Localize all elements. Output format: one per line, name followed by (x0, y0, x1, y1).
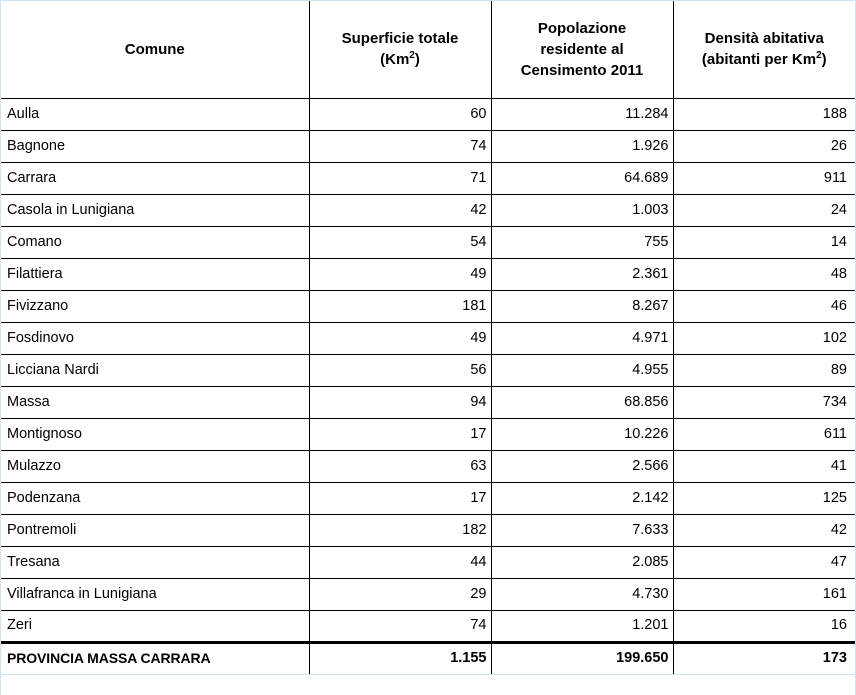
cell-superficie: 71 (309, 162, 491, 194)
table-header (1, 1, 855, 98)
cell-comune: Bagnone (1, 130, 309, 162)
cell-superficie: 49 (309, 322, 491, 354)
cell-popolazione: 10.226 (491, 418, 673, 450)
cell-densita: 42 (673, 514, 855, 546)
table-row (1, 194, 855, 226)
cell-densita: 24 (673, 194, 855, 226)
table-row (1, 418, 855, 450)
cell-densita: 41 (673, 450, 855, 482)
table-total-row (1, 642, 855, 674)
cell-comune: Mulazzo (1, 450, 309, 482)
cell-comune: Massa (1, 386, 309, 418)
table-row (1, 162, 855, 194)
cell-superficie: 56 (309, 354, 491, 386)
table-row (1, 322, 855, 354)
column-header-popolazione (491, 1, 673, 98)
column-header-superficie-exponent: 2 (409, 50, 415, 62)
cell-popolazione: 8.267 (491, 290, 673, 322)
cell-popolazione: 4.730 (491, 578, 673, 610)
cell-superficie: 42 (309, 194, 491, 226)
total-cell-popolazione: 199.650 (491, 642, 673, 674)
column-header-densita-unit-close: ) (821, 51, 827, 69)
cell-densita: 188 (673, 98, 855, 130)
column-header-popolazione-line1: Popolazione (537, 19, 627, 37)
cell-comune: Casola in Lunigiana (1, 194, 309, 226)
cell-densita: 26 (673, 130, 855, 162)
cell-popolazione: 2.566 (491, 450, 673, 482)
cell-superficie: 44 (309, 546, 491, 578)
cell-comune: Pontremoli (1, 514, 309, 546)
cell-popolazione: 2.361 (491, 258, 673, 290)
cell-comune: Fivizzano (1, 290, 309, 322)
cell-popolazione: 11.284 (491, 98, 673, 130)
cell-comune: Montignoso (1, 418, 309, 450)
cell-comune: Filattiera (1, 258, 309, 290)
column-header-densita-exponent: 2 (816, 50, 822, 62)
cell-superficie: 49 (309, 258, 491, 290)
cell-densita: 161 (673, 578, 855, 610)
cell-popolazione: 2.085 (491, 546, 673, 578)
column-header-popolazione-line2: residente al (540, 40, 624, 58)
table-row (1, 226, 855, 258)
cell-densita: 89 (673, 354, 855, 386)
total-cell-superficie: 1.155 (309, 642, 491, 674)
table-body (1, 98, 855, 674)
cell-popolazione: 64.689 (491, 162, 673, 194)
cell-densita: 14 (673, 226, 855, 258)
cell-superficie: 17 (309, 418, 491, 450)
cell-superficie: 63 (309, 450, 491, 482)
cell-superficie: 54 (309, 226, 491, 258)
table-row (1, 354, 855, 386)
table-row (1, 386, 855, 418)
column-header-superficie-line1: Superficie totale (341, 30, 459, 48)
cell-popolazione: 4.955 (491, 354, 673, 386)
table-row (1, 130, 855, 162)
cell-superficie: 74 (309, 610, 491, 642)
cell-comune: Zeri (1, 610, 309, 642)
cell-popolazione: 68.856 (491, 386, 673, 418)
total-cell-densita: 173 (673, 642, 855, 674)
cell-superficie: 181 (309, 290, 491, 322)
cell-popolazione: 7.633 (491, 514, 673, 546)
cell-superficie: 29 (309, 578, 491, 610)
cell-comune: Villafranca in Lunigiana (1, 578, 309, 610)
cell-popolazione: 755 (491, 226, 673, 258)
cell-densita: 46 (673, 290, 855, 322)
column-header-densita-unit-open: (abitanti per Km (701, 51, 817, 69)
column-header-densita-line1: Densità abitativa (704, 30, 824, 48)
cell-densita: 125 (673, 482, 855, 514)
cell-superficie: 60 (309, 98, 491, 130)
cell-densita: 48 (673, 258, 855, 290)
cell-superficie: 74 (309, 130, 491, 162)
cell-comune: Carrara (1, 162, 309, 194)
cell-densita: 47 (673, 546, 855, 578)
table-row (1, 546, 855, 578)
column-header-superficie-unit-close: ) (414, 51, 420, 69)
table-row (1, 98, 855, 130)
table-row (1, 578, 855, 610)
cell-comune: Aulla (1, 98, 309, 130)
cell-popolazione: 1.926 (491, 130, 673, 162)
table-row (1, 514, 855, 546)
table-row (1, 258, 855, 290)
column-header-comune-label: Comune (124, 40, 185, 58)
column-header-superficie-unit-open: (Km (380, 51, 410, 69)
cell-densita: 911 (673, 162, 855, 194)
table-row (1, 290, 855, 322)
cell-popolazione: 4.971 (491, 322, 673, 354)
column-header-superficie (309, 1, 491, 98)
cell-densita: 734 (673, 386, 855, 418)
cell-superficie: 94 (309, 386, 491, 418)
cell-superficie: 17 (309, 482, 491, 514)
column-header-densita (673, 1, 855, 98)
cell-densita: 102 (673, 322, 855, 354)
total-cell-label: PROVINCIA MASSA CARRARA (1, 642, 309, 674)
cell-densita: 611 (673, 418, 855, 450)
cell-comune: Podenzana (1, 482, 309, 514)
cell-comune: Comano (1, 226, 309, 258)
cell-comune: Tresana (1, 546, 309, 578)
cell-popolazione: 1.201 (491, 610, 673, 642)
cell-superficie: 182 (309, 514, 491, 546)
cell-comune: Fosdinovo (1, 322, 309, 354)
table-row (1, 450, 855, 482)
table-row (1, 610, 855, 642)
cell-popolazione: 1.003 (491, 194, 673, 226)
cell-popolazione: 2.142 (491, 482, 673, 514)
cell-comune: Licciana Nardi (1, 354, 309, 386)
column-header-popolazione-line3: Censimento 2011 (520, 61, 644, 79)
column-header-comune (1, 1, 309, 98)
census-table (1, 1, 855, 675)
cell-densita: 16 (673, 610, 855, 642)
header-row (1, 1, 855, 98)
table-row (1, 482, 855, 514)
